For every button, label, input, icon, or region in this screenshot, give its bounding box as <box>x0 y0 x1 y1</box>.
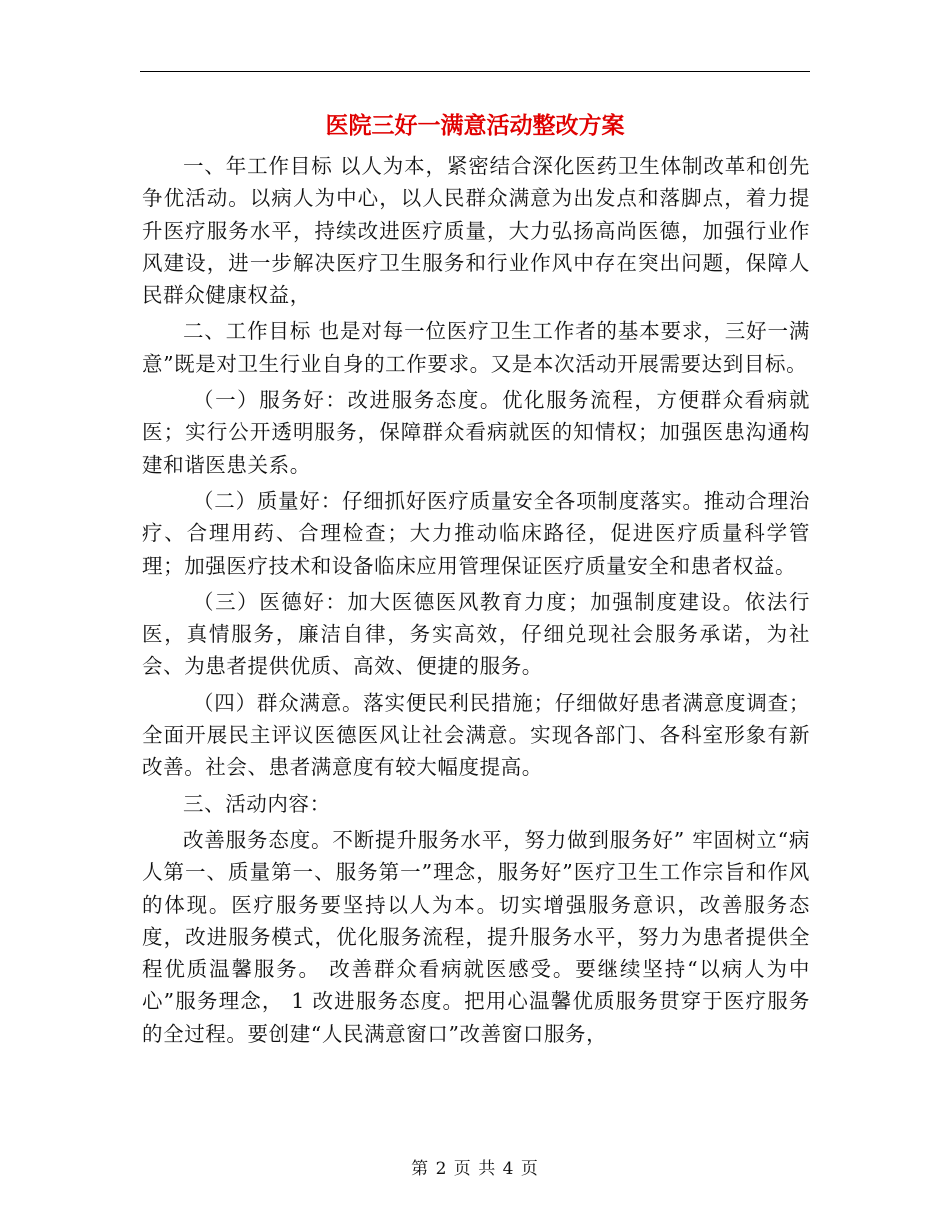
paragraph-good-quality: （二）质量好：仔细抓好医疗质量安全各项制度落实。推动合理治疗、合理用药、合理检查；大力推动临床路径，促进医疗质量科学管理；加强医疗技术和设备临床应用管理保证医疗质量安全和患者权益。 <box>142 488 810 578</box>
paragraph-good-service: （一）服务好：改进服务态度。优化服务流程，方便群众看病就医；实行公开透明服务，保障群众看病就医的知情权；加强医患沟通构建和谐医患关系。 <box>142 388 810 477</box>
section-heading-activity-content: 三、活动内容： <box>183 791 331 816</box>
paragraph-annual-goal: 一、年工作目标 以人为本，紧密结合深化医药卫生体制改革和创先争优活动。以病人为中心，以人民群众满意为出发点和落脚点，着力提升医疗服务水平，持续改进医疗质量，大力弘扬高尚医德，加强行业作风建设，进一步解决医疗卫生服务和行业作风中存在突出问题，保障人民群众健康权益， <box>142 154 810 308</box>
paragraph-work-goal: 二、工作目标 也是对每一位医疗卫生工作者的基本要求，三好一满意”既是对卫生行业自身的工作要求。又是本次活动开展需要达到目标。 <box>142 319 810 376</box>
document-title: 医院三好一满意活动整改方案 <box>325 112 625 139</box>
paragraph-public-satisfaction: （四）群众满意。落实便民利民措施；仔细做好患者满意度调查；全面开展民主评议医德医风让社会满意。实现各部门、各科室形象有新改善。社会、患者满意度有较大幅度提高。 <box>142 690 810 780</box>
paragraph-improve-service: 改善服务态度。不断提升服务水平，努力做到服务好” 牢固树立“病人第一、质量第一、服务第一”理念，服务好”医疗卫生工作宗旨和作风的体现。医疗服务要坚持以人为本。切实增强服务意识，改善服务态度，改进服务模式，优化服务流程，提升服务水平，努力为患者提供全程优质温馨服务。 改善群众看病就医感受。要继续坚持“以病人为中心”服务理念， 1 改进服务态度。把用心温馨优质服务贯穿于医疗服务的全过程。要创建“人民满意窗口”改善窗口服务， <box>142 827 810 1046</box>
header-rule <box>140 71 810 72</box>
page-number: 第 2 页 共 4 页 <box>411 1159 539 1179</box>
paragraph-good-ethics: （三）医德好：加大医德医风教育力度；加强制度建设。依法行医，真情服务，廉洁自律，务实高效，仔细兑现社会服务承诺，为社会、为患者提供优质、高效、便捷的服务。 <box>142 589 810 679</box>
document-body <box>142 150 810 1054</box>
